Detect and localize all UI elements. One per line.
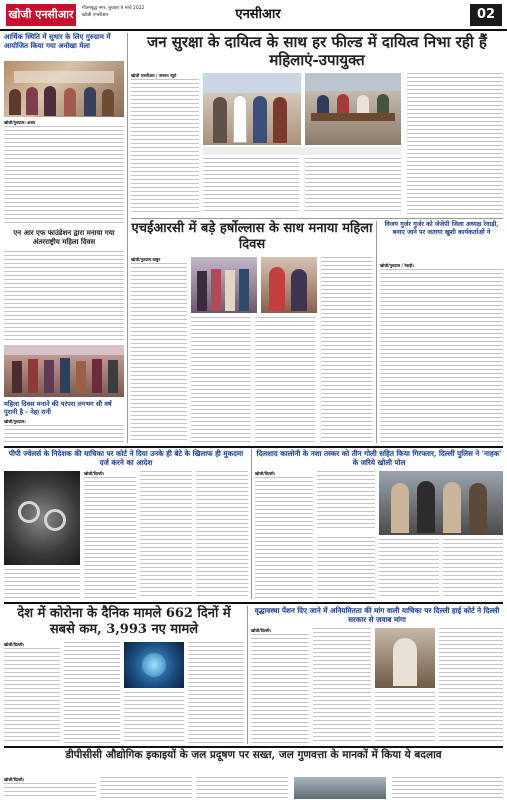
dateline — [82, 5, 177, 19]
hsbc-photo-1 — [191, 257, 257, 313]
dpcc-story — [4, 749, 503, 799]
left-body-1 — [4, 126, 124, 226]
left-byline-1: खोजी/गुरुग्राम। अजय — [4, 120, 36, 125]
left-body-3 — [4, 425, 124, 443]
masthead — [0, 0, 507, 31]
left-column — [4, 33, 124, 443]
hsbc-body-col-3 — [255, 317, 315, 443]
right-body — [380, 269, 503, 443]
right-byline: खोजी/गुरुग्राम / रेवाड़ी। — [380, 263, 414, 268]
hsbc-byline: खोजी/गुरुग्राम बाबुन — [131, 257, 161, 262]
hsbc-story — [131, 221, 373, 443]
meeting-photo — [305, 73, 401, 145]
pension-photo — [375, 628, 435, 688]
mid-right-body-5 — [443, 539, 503, 599]
mid-left-byline: खोजी/दिल्ली। — [84, 471, 105, 476]
mid-right-body-2 — [317, 471, 375, 531]
right-headline: विजय गुर्जर गुर्जर को जेजेपी जिला अध्यक्ष रेवाड़ी, बनाए जाने पर जताया खुशी कार्यकर्ताओं ने — [384, 221, 499, 236]
mid-left-body-0 — [4, 569, 80, 599]
hsbc-body-col-4 — [321, 257, 373, 443]
corona-story — [4, 606, 244, 744]
hsbc-headline: एचईआरसी में बड़े हर्षोल्लास के साथ मनाया महिला दिवस — [131, 221, 373, 252]
lead-body-col-3 — [305, 158, 401, 214]
lead-caption — [203, 147, 401, 155]
lead-story — [131, 33, 503, 216]
mid-left-body-3 — [196, 471, 248, 599]
fair-photo — [4, 61, 124, 117]
pension-story — [251, 606, 503, 744]
corona-headline: देश में कोरोना के दैनिक मामले 662 दिनों में सबसे कम, 3,993 नए मामले — [17, 606, 231, 637]
masthead-logo: खोजी एनसीआर — [6, 4, 76, 26]
hsbc-body-col-1 — [131, 263, 187, 443]
dpcc-body-1 — [4, 783, 96, 799]
virus-photo — [124, 642, 184, 688]
officials-photo — [203, 73, 301, 145]
arrest-photo — [379, 471, 503, 535]
dateline-sub: खोजी एनसीआर — [82, 13, 109, 18]
mid-left-headline: पीपी ज्वेलर्स के निदेशक की याचिका पर कोर्ट ने दिया उनके ही बेटे के खिलाफ ही मुकदमा दर्ज करने का आदेश — [8, 449, 244, 467]
lead-body-col-1 — [131, 79, 199, 214]
handcuff-photo — [4, 471, 80, 565]
hsbc-body-col-2 — [191, 317, 251, 443]
left-body-2 — [4, 251, 124, 341]
pension-body-3 — [375, 692, 435, 744]
pension-body-1 — [251, 634, 309, 744]
corona-body-1 — [4, 648, 60, 744]
left-headline-2: एन आर एफ फाउंडेशन द्वारा मनाया गया अंतरराष्ट्रीय महिला दिवस — [13, 228, 115, 246]
lead-body-col-2 — [203, 158, 299, 214]
industry-photo — [294, 777, 386, 799]
dateline-text: गौतमबुद्ध नगर, बुधवार 9 मार्च 2022 — [82, 6, 145, 11]
hsbc-photo-2 — [261, 257, 317, 313]
lead-byline: खोजी एनसीआर / जनमत ब्यूरो — [131, 73, 177, 78]
section-title: एनसीआर — [235, 7, 281, 22]
mid-left-story — [4, 449, 248, 599]
left-byline-3: खोजी/गुरुग्राम। — [4, 419, 26, 424]
mid-right-story — [255, 449, 503, 599]
corona-body-2 — [64, 642, 120, 744]
dpcc-headline: डीपीसीसी औद्योगिक इकाइयों के जल प्रदूषण पर सख्त, जल गुणवत्ता के मानकों में किया ये बदलाव — [65, 749, 442, 761]
right-story — [380, 221, 503, 443]
dpcc-byline: खोजी/दिल्ली। — [4, 777, 25, 782]
pension-byline: खोजी/दिल्ली। — [251, 628, 272, 633]
corona-byline: खोजी/दिल्ली। — [4, 642, 25, 647]
women-day-photo — [4, 345, 124, 397]
corona-body-4 — [188, 642, 244, 744]
mid-right-body-1 — [255, 477, 313, 599]
pension-headline: वृद्धावस्था पेंशन दिए जाने में अनियमितता की मांग वाली याचिका पर दिल्ली हाई कोर्ट ने दिल्ली सरकार से जवाब मांगा — [254, 606, 500, 624]
dpcc-body-2 — [100, 777, 192, 799]
dpcc-body-3 — [196, 777, 288, 799]
mid-left-body-2 — [140, 471, 192, 599]
lead-headline: जन सुरक्षा के दायित्व के साथ हर फील्ड में दायित्व निभा रही हैं महिलाएं-उपायुक्त — [147, 33, 487, 69]
mid-right-headline: दिलशाद कालोनी के नशा तस्कर को तीन गोली सहित किया गिरफ्तार, दिल्ली पुलिस ने 'नाहक' के जरिये खोली पोल — [256, 449, 502, 467]
left-headline-3: महिला दिवस मनाने की परंपरा लगभग सौ वर्ष पुरानी है - नेहा रानी — [4, 400, 112, 416]
mid-left-body-1 — [84, 477, 136, 599]
mid-right-body-4 — [379, 539, 439, 599]
pension-body-4 — [439, 628, 503, 744]
mid-right-byline: खोजी/दिल्ली। — [255, 471, 276, 476]
dpcc-body-4 — [392, 777, 503, 799]
left-headline-1: आर्थिक स्थिति में सुधार के लिए गुरुग्राम में आयोजित किया गया अनोखा मेला — [4, 32, 111, 50]
page-number: 02 — [470, 4, 502, 26]
pension-body-2 — [313, 628, 371, 744]
lead-body-col-4 — [407, 73, 503, 214]
corona-body-3 — [124, 692, 184, 744]
mid-right-body-3 — [317, 537, 375, 599]
